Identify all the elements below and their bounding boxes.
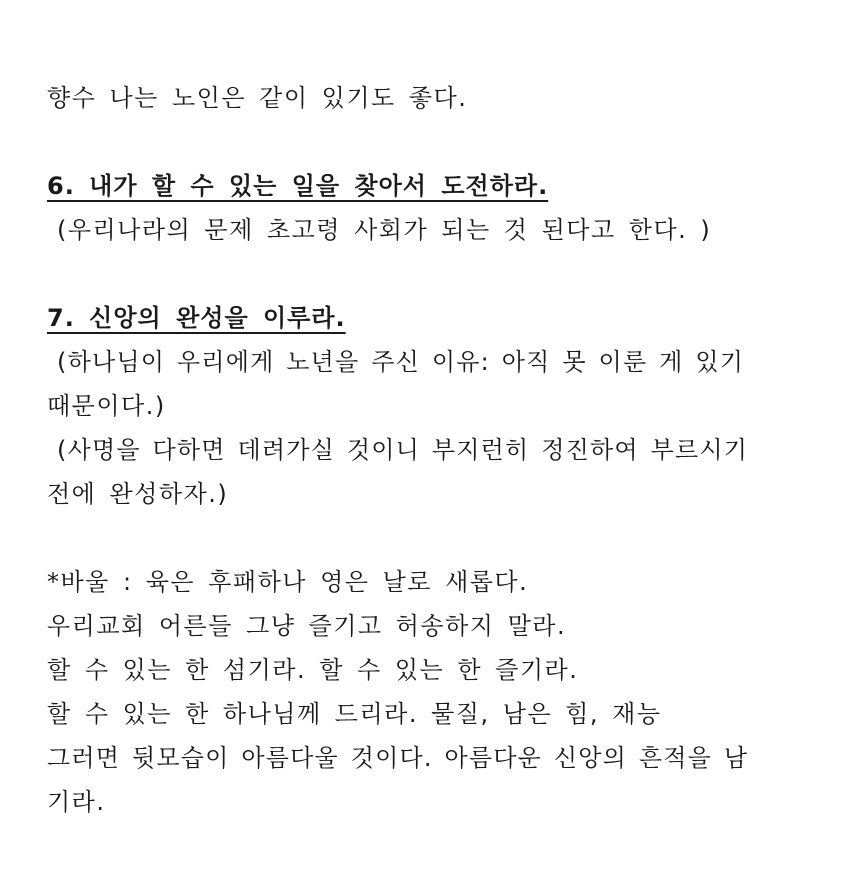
closing-line-1: *바울 : 육은 후패하나 영은 날로 새롭다. [47, 568, 529, 596]
section-7-note-2-line-2: 전에 완성하자.) [47, 480, 229, 508]
section-7-note-2-line-1: (사명을 다하면 데려가실 것이니 부지런히 정진하여 부르시기 [57, 436, 749, 464]
document-body [47, 76, 807, 824]
section-7-note-1-line-2: 때문이다.) [47, 392, 166, 420]
closing-line-6: 기라. [47, 788, 106, 816]
closing-line-4: 할 수 있는 한 하나님께 드리라. 물질, 남은 힘, 재능 [47, 700, 662, 728]
intro-line: 향수 나는 노인은 같이 있기도 좋다. [47, 84, 468, 112]
closing-line-5: 그러면 뒷모습이 아름다울 것이다. 아름다운 신앙의 흔적을 남 [47, 744, 749, 772]
section-7-note-1-line-1: (하나님이 우리에게 노년을 주신 이유: 아직 못 이룬 게 있기 [57, 348, 745, 376]
section-6-note: (우리나라의 문제 초고령 사회가 되는 것 된다고 한다. ) [57, 216, 712, 244]
section-6-heading: 6. 내가 할 수 있는 일을 찾아서 도전하라. [47, 172, 549, 200]
spacer [47, 516, 807, 560]
spacer [47, 120, 807, 164]
spacer [47, 252, 807, 296]
closing-line-2: 우리교회 어른들 그냥 즐기고 허송하지 말라. [47, 612, 567, 640]
section-7-heading: 7. 신앙의 완성을 이루라. [47, 304, 346, 332]
closing-line-3: 할 수 있는 한 섬기라. 할 수 있는 한 즐기라. [47, 656, 579, 684]
